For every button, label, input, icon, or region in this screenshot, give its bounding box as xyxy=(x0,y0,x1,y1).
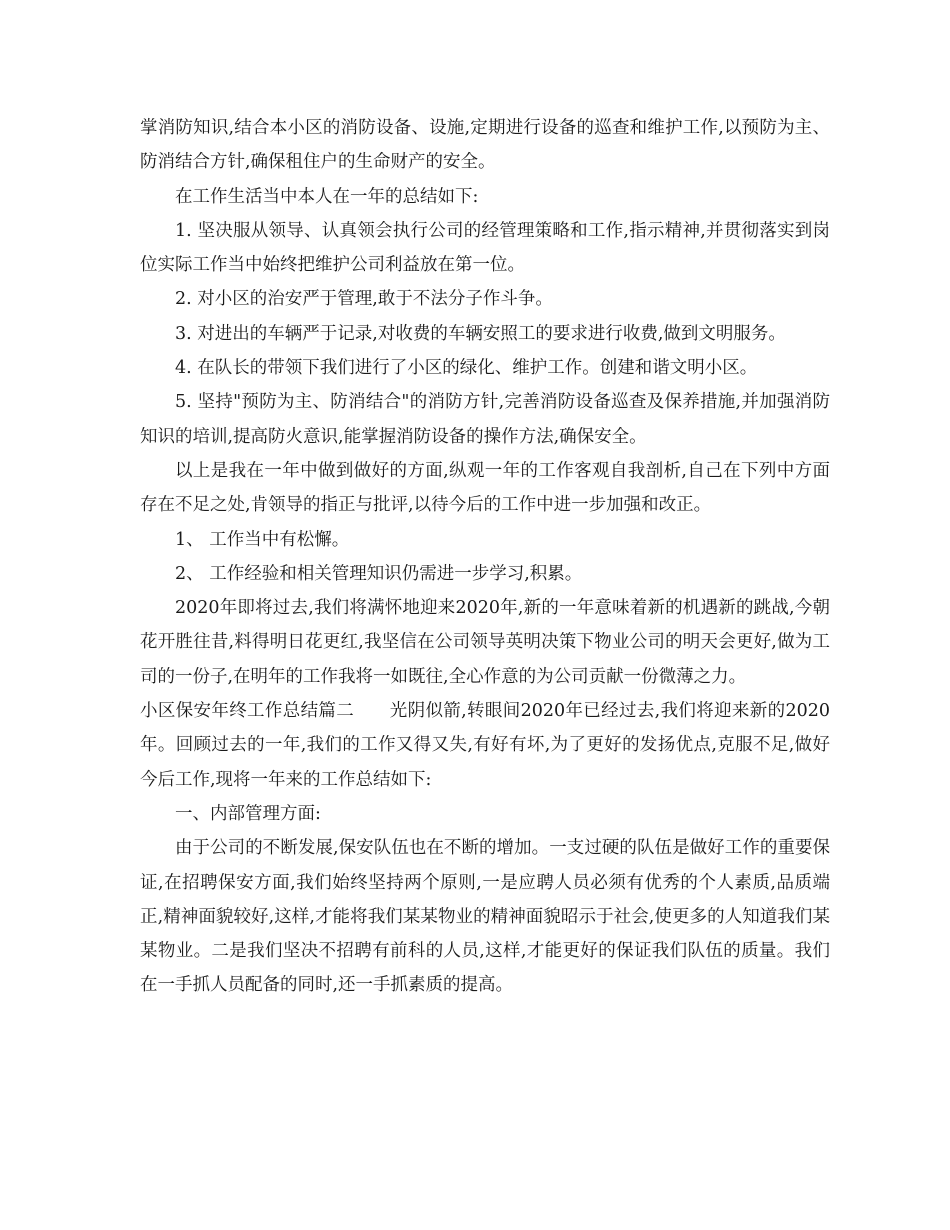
list-item-4: 4. 在队长的带领下我们进行了小区的绿化、维护工作。创建和谐文明小区。 xyxy=(175,358,758,379)
paragraph-recruitment: 由于公司的不断发展,保安队伍也在不断的增加。一支过硬的队伍是做好工作的重要保证,在招聘保安方面,我们始终坚持两个原则,一是应聘人员必须有优秀的个人素质,品质端正,精神面貌较好,这样,才能将我们某某物业的精神面貌昭示于社会,使更多的人知道我们某某物业。二是我们坚决不招聘有前科的人员,这样,才能更好的保证我们队伍的质量。我们在一手抓人员配备的同时,还一手抓素质的提高。 xyxy=(140,838,830,996)
shortcoming-item-1: 1、 工作当中有松懈。 xyxy=(175,529,350,550)
section-heading-part-two: 小区保安年终工作总结篇二 光阴似箭,转眼间2020年已经过去,我们将迎来新的2020年。回顾过去的一年,我们的工作又得又失,有好有坏,为了更好的发扬优点,克服不足,做好今后工作,现将一年来的工作总结如下: xyxy=(140,701,830,790)
paragraph-self-review: 以上是我在一年中做到做好的方面,纵观一年的工作客观自我剖析,自己在下列中方面存在不足之处,肯领导的指正与批评,以待今后的工作中进一步加强和改正。 xyxy=(140,460,830,516)
list-item-1: 1. 坚决服从领导、认真领会执行公司的经管理策略和工作,指示精神,并贯彻落实到岗位实际工作当中始终把维护公司利益放在第一位。 xyxy=(140,220,830,276)
list-item-2: 2. 对小区的治安严于管理,敢于不法分子作斗争。 xyxy=(175,289,553,310)
list-item-5: 5. 坚持"预防为主、防消结合"的消防方针,完善消防设备巡查及保养措施,并加强消防知识的培训,提高防火意识,能掌握消防设备的操作方法,确保安全。 xyxy=(140,392,830,447)
shortcoming-item-2: 2、 工作经验和相关管理知识仍需进一步学习,积累。 xyxy=(175,563,583,584)
list-item-3: 3. 对进出的车辆严于记录,对收费的车辆安照工的要求进行收费,做到文明服务。 xyxy=(175,323,786,344)
paragraph-outlook: 2020年即将过去,我们将满怀地迎来2020年,新的一年意味着新的机遇新的跳战,今朝花开胜往昔,料得明日花更红,我坚信在公司领导英明决策下物业公司的明天会更好,做为工司的一份子,在明年的工作我将一如既往,全心作意的为公司贡献一份微薄之力。 xyxy=(140,598,830,687)
paragraph-fire-safety-continued: 掌消防知识,结合本小区的消防设备、设施,定期进行设备的巡查和维护工作,以预防为主、防消结合方针,确保租住户的生命财产的安全。 xyxy=(140,118,830,173)
document-body xyxy=(140,111,830,1003)
paragraph-summary-intro: 在工作生活当中本人在一年的总结如下: xyxy=(175,186,479,207)
subheading-internal-management: 一、内部管理方面: xyxy=(175,803,321,824)
